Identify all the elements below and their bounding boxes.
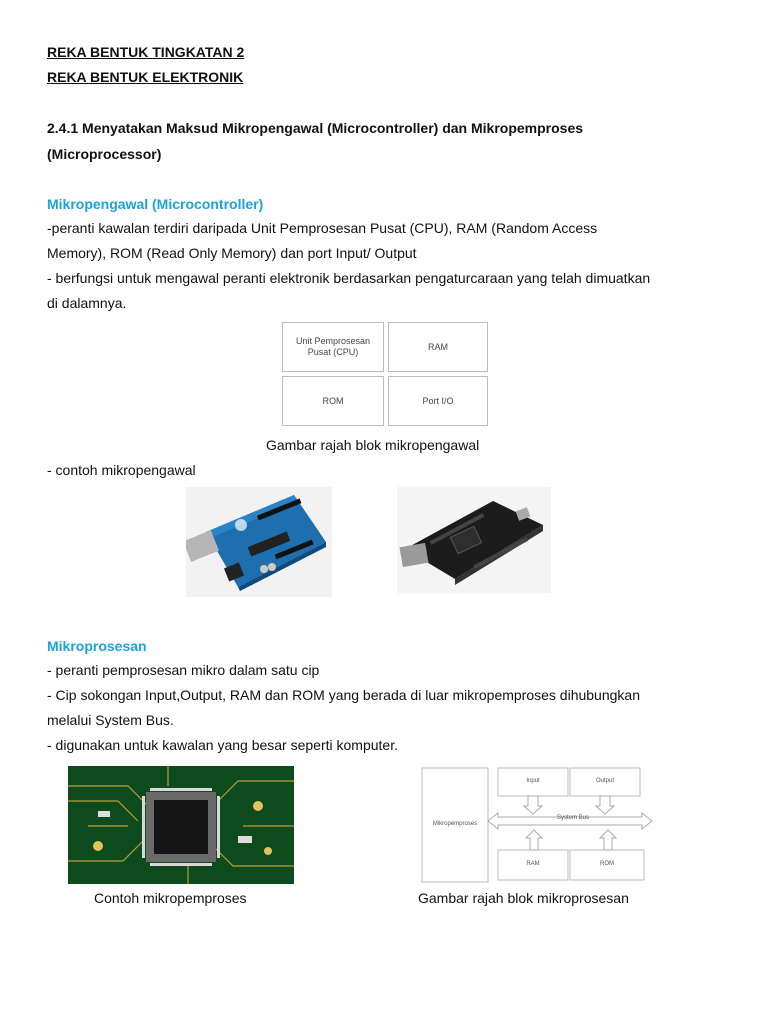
mc-line-2: Memory), ROM (Read Only Memory) dan port Input/ Output [47,245,417,261]
beaglebone-board-image [397,487,551,593]
mc-block-rom: ROM [282,376,384,426]
microprocessor-chip-image [68,766,294,884]
mp-block-rom: ROM [600,861,614,867]
mp-caption-left: Contoh mikropemproses [94,890,247,906]
mc-paragraph [47,216,737,316]
mp-block-ram: RAM [526,861,540,867]
section-title-2: (Microprocessor) [47,146,162,162]
mp-block-diagram [418,766,658,886]
mc-block-diagram [278,318,492,430]
arduino-board-image [186,487,332,597]
mp-paragraph [47,658,737,758]
mp-title: Mikroprosesan [47,638,147,654]
mc-line-1: -peranti kawalan terdiri daripada Unit Pemprosesan Pusat (CPU), RAM (Random Access [47,220,598,236]
mc-block-cpu-line2: Pusat (CPU) [307,347,359,357]
mc-block-ram: RAM [388,322,488,372]
heading-2: REKA BENTUK ELEKTRONIK [47,69,244,85]
mp-block-mikropemproses: Mikropemproses [432,821,478,827]
heading-1: REKA BENTUK TINGKATAN 2 [47,44,245,60]
section-title-1: 2.4.1 Menyatakan Maksud Mikropengawal (Microcontroller) dan Mikropemproses [47,120,584,136]
mp-line-3: melalui System Bus. [47,712,174,728]
mp-block-output: Output [595,778,614,784]
mp-line-1: - peranti pemprosesan mikro dalam satu cip [47,662,320,678]
mp-caption-right: Gambar rajah blok mikroprosesan [418,890,629,906]
mc-example-label: - contoh mikropengawal [47,462,196,478]
mc-block-port: Port I/O [388,376,488,426]
mp-block-input: Input [526,778,540,784]
mc-caption: Gambar rajah blok mikropengawal [266,437,480,453]
mc-line-3: - berfungsi untuk mengawal peranti elektronik berdasarkan pengaturcaraan yang telah dimuatkan [47,270,651,286]
mc-line-4: di dalamnya. [47,295,127,311]
mc-title: Mikropengawal (Microcontroller) [47,196,264,212]
mc-block-cpu [282,322,384,372]
mp-line-2: - Cip sokongan Input,Output, RAM dan ROM yang berada di luar mikropemproses dihubungkan [47,687,640,703]
mp-block-system-bus: System Bus [556,815,589,821]
mp-line-4: - digunakan untuk kawalan yang besar seperti komputer. [47,737,398,753]
mc-block-cpu-line1: Unit Pemprosesan [295,336,371,346]
